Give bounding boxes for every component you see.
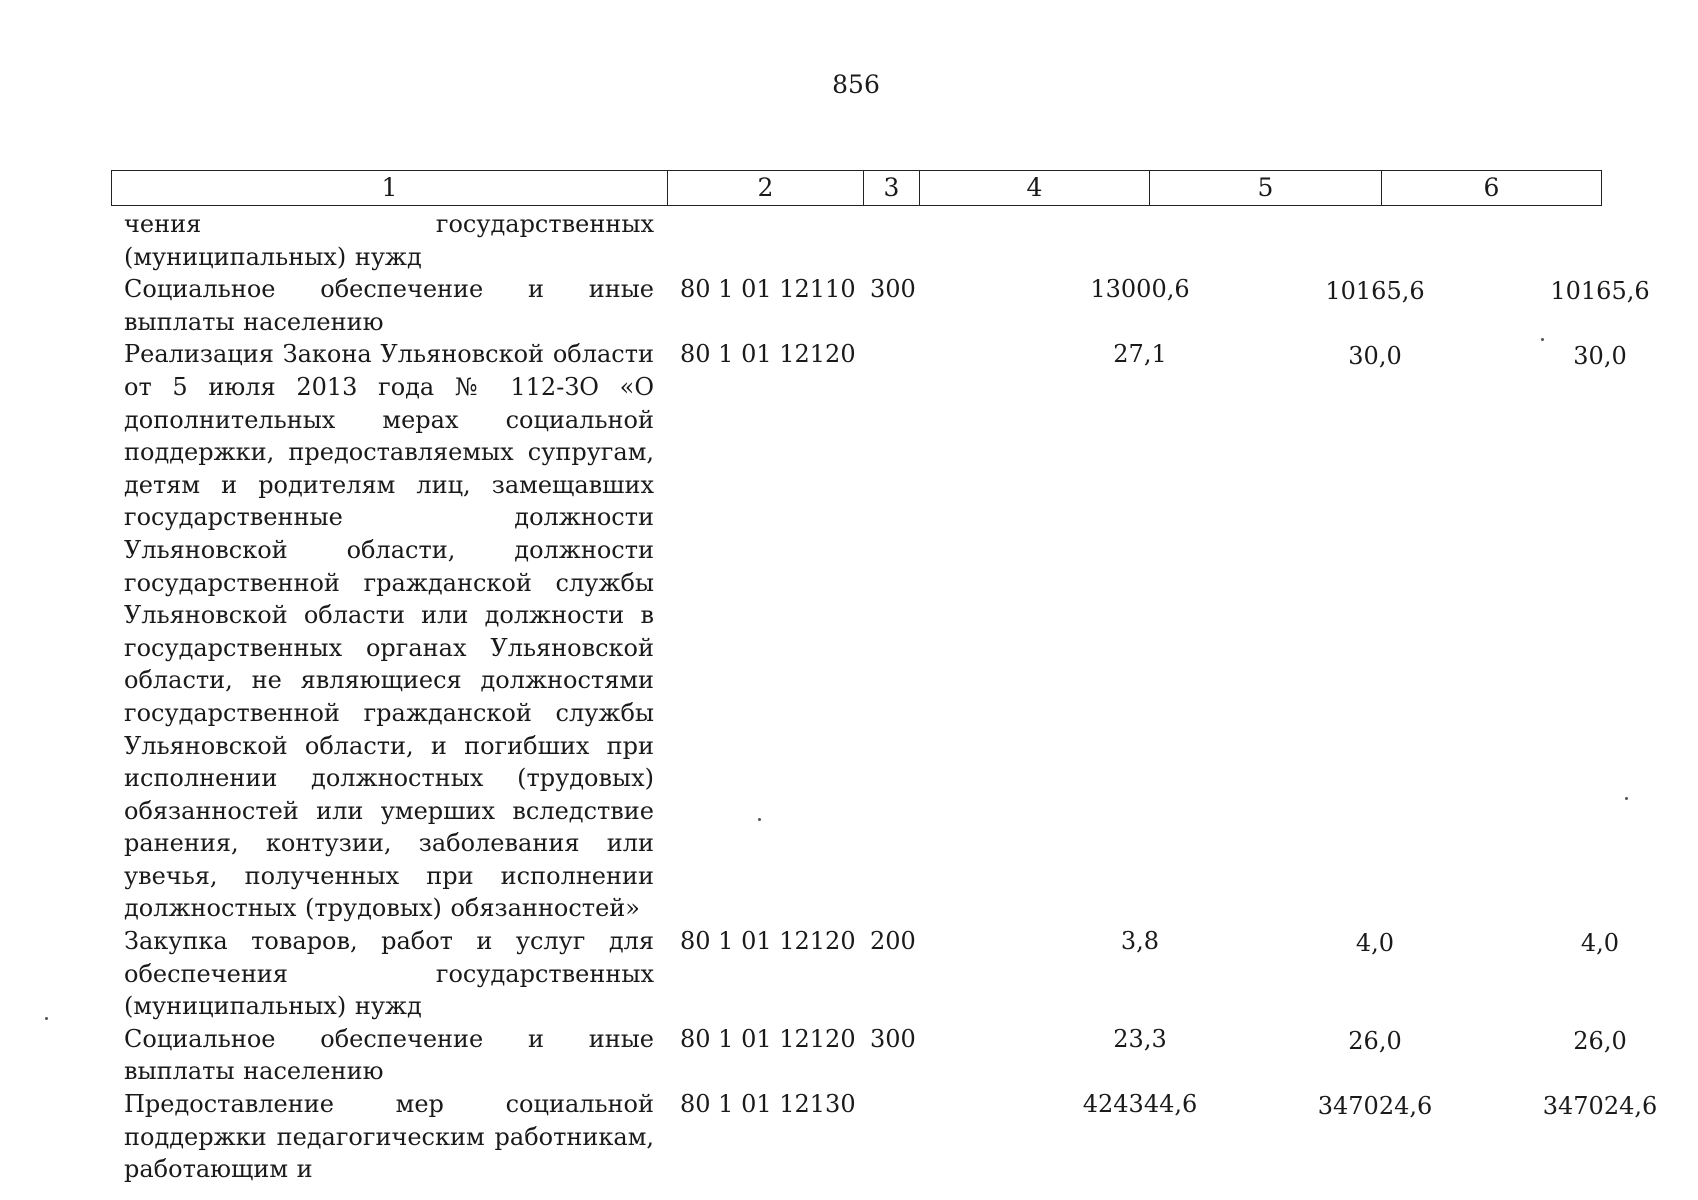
row-value-4-cell: 13000,6	[1090, 275, 1190, 304]
row-value-4-cell: 424344,6	[1082, 1090, 1198, 1119]
row-code-cell: 80 1 01 12110	[680, 275, 856, 304]
row-code-cell: 80 1 01 12130	[680, 1090, 856, 1119]
table-row	[124, 273, 1650, 338]
row-kind-cell: 300	[870, 275, 916, 304]
column-header-1: 1	[112, 171, 668, 206]
scan-speck	[45, 1017, 48, 1020]
table-row	[124, 208, 1604, 273]
table-row	[124, 1088, 1658, 1186]
row-value-6-cell: 347024,6	[1542, 1092, 1658, 1121]
row-value-5-cell: 30,0	[1348, 342, 1402, 371]
column-header-2: 2	[668, 171, 864, 206]
row-value-6-cell: 30,0	[1573, 342, 1627, 371]
table-row	[124, 1023, 1627, 1088]
row-name-cell: Социальное обеспечение и иные выплаты населению	[124, 275, 654, 336]
row-code-cell: 80 1 01 12120	[680, 927, 856, 956]
row-value-6-cell: 4,0	[1580, 929, 1620, 958]
scan-speck	[758, 818, 761, 821]
row-name-cell: Реализация Закона Ульяновской области от 5 июля 2013 года № 112-ЗО «О дополнительных мерах социальной поддержки, предоставляемых супругам, детям и родителям лиц, замещавших государственные должности Ульяновской области, должности государственной гражданской службы Ульяновской области или должности в государственных органах Ульяновской области, не являющиеся должностями государственной гражданской службы Ульяновской области, и погибших при исполнении должностных (трудовых) обязанностей или умерших вследствие ранения, контузии, заболевания или увечья, полученных при исполнении должностных (трудовых) обязанностей»	[124, 340, 654, 923]
scan-speck	[1541, 338, 1544, 341]
column-header-5: 5	[1150, 171, 1382, 206]
column-header-table	[111, 170, 1602, 206]
row-code-cell: 80 1 01 12120	[680, 340, 856, 369]
column-header-6: 6	[1382, 171, 1602, 206]
row-name-cell: Социальное обеспечение и иные выплаты населению	[124, 1024, 654, 1086]
table-row	[124, 925, 1620, 1023]
row-kind-cell: 200	[870, 927, 916, 956]
column-header-4: 4	[920, 171, 1150, 206]
row-name-cell: Закупка товаров, работ и услуг для обеспечения государственных (муниципальных) нужд	[124, 927, 654, 1021]
row-value-5-cell: 26,0	[1348, 1026, 1402, 1055]
row-value-5-cell: 10165,6	[1325, 277, 1425, 306]
column-header-row	[112, 171, 1602, 206]
row-value-6-cell: 10165,6	[1550, 277, 1650, 306]
row-code-cell: 80 1 01 12120	[680, 1024, 856, 1053]
row-name-cell: чения государственных (муниципальных) нужд	[124, 210, 654, 271]
column-header-3: 3	[864, 171, 920, 206]
row-value-4-cell: 23,3	[1113, 1024, 1167, 1053]
row-value-5-cell: 4,0	[1355, 929, 1395, 958]
table-row	[124, 338, 1627, 925]
scan-speck	[1625, 797, 1628, 800]
row-value-5-cell: 347024,6	[1317, 1092, 1433, 1121]
row-kind-cell: 300	[870, 1024, 916, 1053]
row-value-6-cell: 26,0	[1573, 1026, 1627, 1055]
row-name-cell: Предоставление мер социальной поддержки педагогическим работникам, работающим и	[124, 1090, 654, 1184]
row-value-4-cell: 3,8	[1120, 927, 1160, 956]
table-body	[124, 208, 1658, 1186]
row-value-4-cell: 27,1	[1113, 340, 1167, 369]
page-number: 856	[832, 70, 880, 99]
